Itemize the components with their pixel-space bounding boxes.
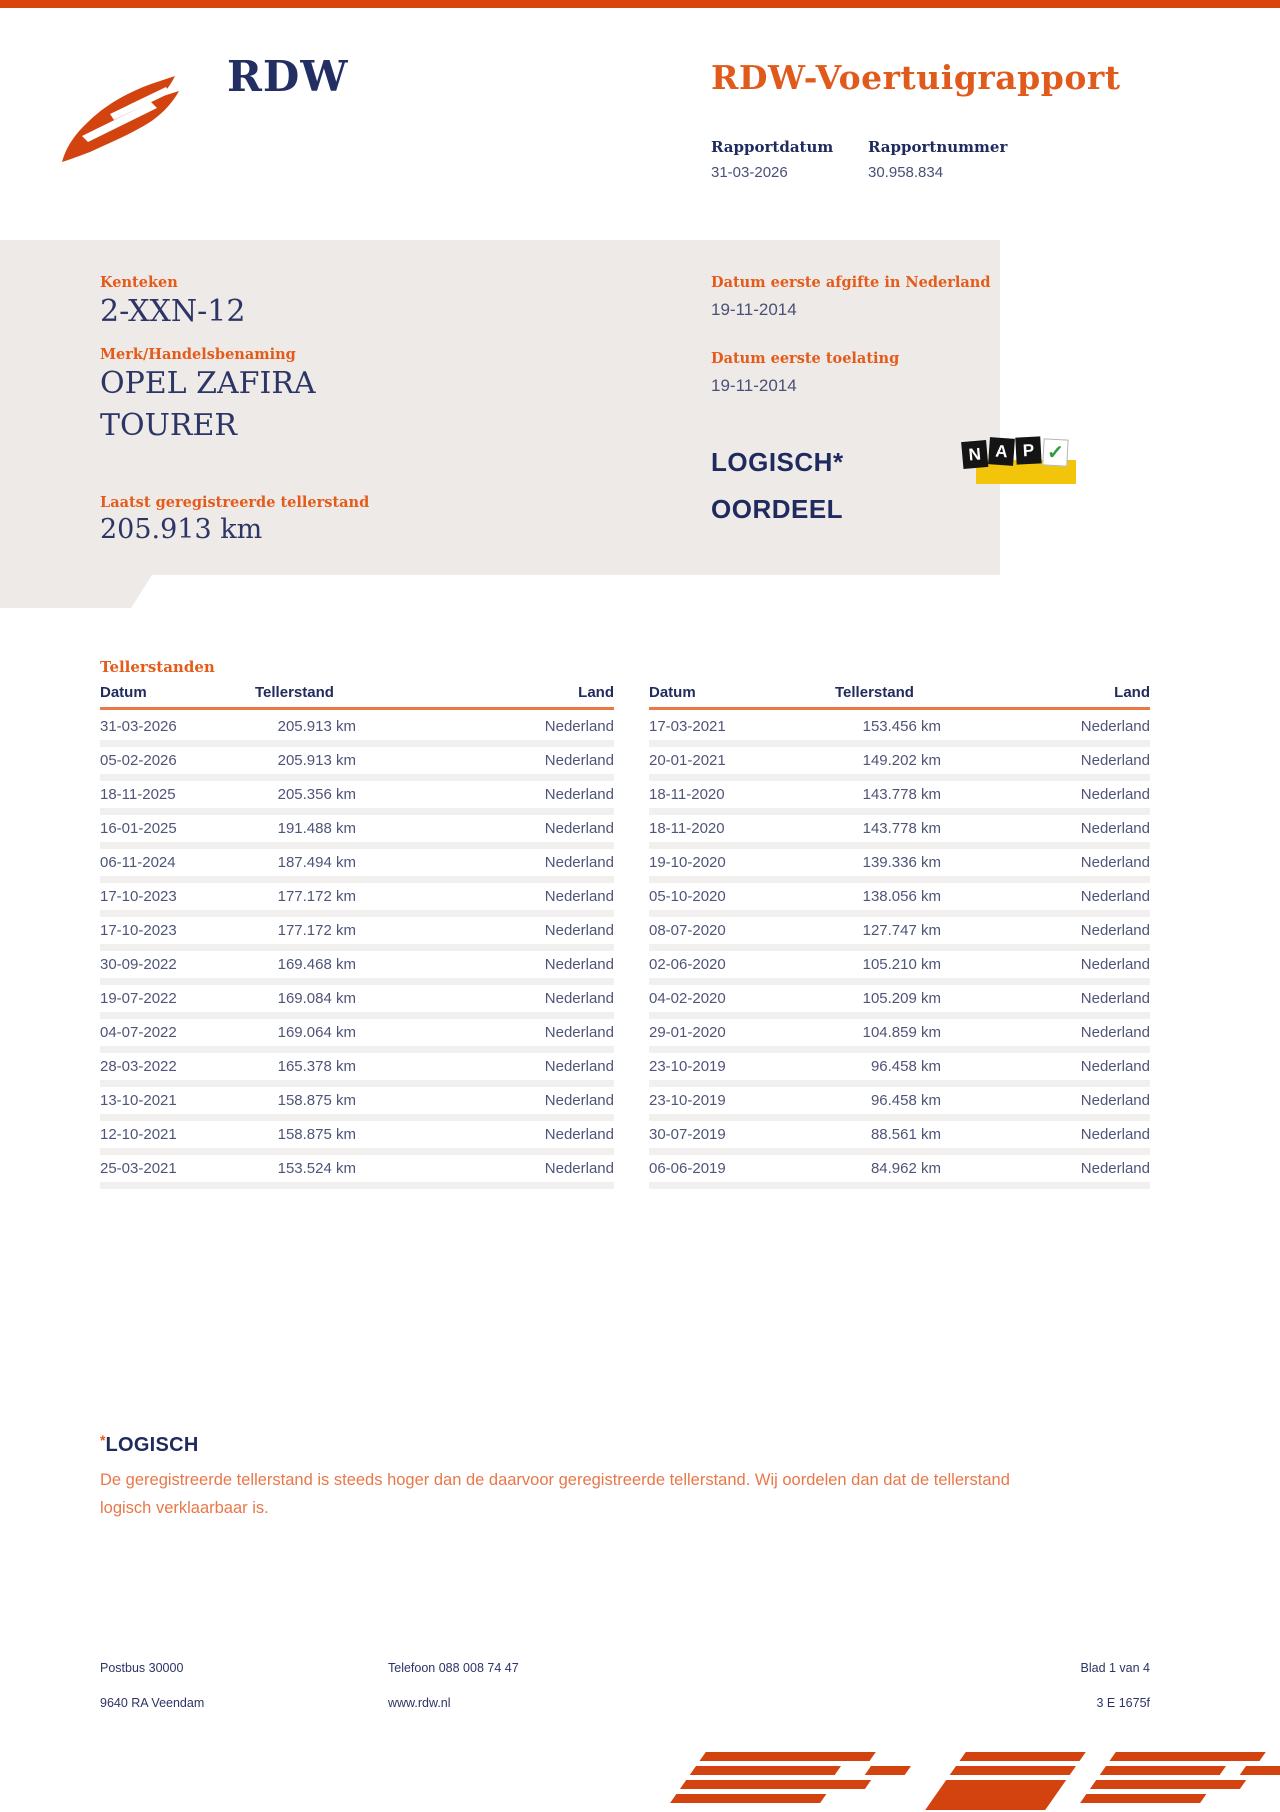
footer-form-code: 3 E 1675f <box>1096 1696 1150 1710</box>
cell-datum: 17-10-2023 <box>100 922 177 939</box>
cell-tellerstand: 153.456 km <box>862 718 941 735</box>
cell-datum: 06-11-2024 <box>100 854 176 871</box>
cell-tellerstand: 205.913 km <box>277 752 356 769</box>
tellerstanden-table-left <box>100 684 614 1189</box>
table-row <box>100 815 614 849</box>
cell-datum: 04-07-2022 <box>100 1024 177 1041</box>
cell-land: Nederland <box>544 1058 614 1075</box>
cell-land: Nederland <box>544 922 614 939</box>
cell-land: Nederland <box>544 820 614 837</box>
table-row <box>100 713 614 747</box>
cell-land: Nederland <box>544 1092 614 1109</box>
merk-label: Merk/Handelsbenaming <box>100 346 296 363</box>
cell-land: Nederland <box>1080 718 1150 735</box>
cell-datum: 30-07-2019 <box>649 1126 726 1143</box>
kenteken-label: Kenteken <box>100 274 178 291</box>
cell-land: Nederland <box>1080 888 1150 905</box>
cell-datum: 31-03-2026 <box>100 718 177 735</box>
cell-datum: 18-11-2020 <box>649 820 725 837</box>
cell-datum: 13-10-2021 <box>100 1092 177 1109</box>
cell-tellerstand: 191.488 km <box>277 820 356 837</box>
cell-datum: 28-03-2022 <box>100 1058 177 1075</box>
cell-datum: 16-01-2025 <box>100 820 177 837</box>
cell-land: Nederland <box>1080 752 1150 769</box>
cell-tellerstand: 138.056 km <box>862 888 941 905</box>
table-row <box>100 883 614 917</box>
report-date-label: Rapportdatum <box>711 138 834 156</box>
table-row <box>649 849 1150 883</box>
table-row <box>100 951 614 985</box>
cell-land: Nederland <box>1080 1126 1150 1143</box>
logisch-title: LOGISCH <box>105 1434 199 1456</box>
footer-page-indicator: Blad 1 van 4 <box>1080 1661 1150 1675</box>
cell-datum: 12-10-2021 <box>100 1126 177 1143</box>
cell-land: Nederland <box>1080 990 1150 1007</box>
cell-datum: 05-10-2020 <box>649 888 726 905</box>
cell-tellerstand: 205.356 km <box>277 786 356 803</box>
column-header-datum: Datum <box>100 684 147 701</box>
cell-tellerstand: 96.458 km <box>870 1058 941 1075</box>
nap-letter-p: P <box>1015 436 1041 464</box>
column-header-tellerstand: Tellerstand <box>255 684 334 701</box>
eerste-toelating-label: Datum eerste toelating <box>711 350 900 367</box>
oordeel-line1: LOGISCH* <box>711 447 844 477</box>
cell-tellerstand: 104.859 km <box>862 1024 941 1041</box>
table-row <box>649 781 1150 815</box>
cell-tellerstand: 153.524 km <box>277 1160 356 1177</box>
cell-tellerstand: 169.064 km <box>277 1024 356 1041</box>
cell-tellerstand: 169.468 km <box>277 956 356 973</box>
table-row <box>100 849 614 883</box>
tellerstanden-section-title: Tellerstanden <box>100 658 215 676</box>
cell-land: Nederland <box>544 786 614 803</box>
nap-letter-n: N <box>961 440 988 469</box>
cell-datum: 20-01-2021 <box>649 752 726 769</box>
cell-tellerstand: 127.747 km <box>862 922 941 939</box>
table-row <box>100 1019 614 1053</box>
cell-land: Nederland <box>1080 1160 1150 1177</box>
logisch-explanation-body: De geregistreerde tellerstand is steeds hoger dan de daarvoor geregistreerde tellerstand. Wij oordelen dan dat de tellerstand logisch verklaarbaar is. <box>100 1471 1010 1517</box>
eerste-toelating-value: 19-11-2014 <box>711 376 797 395</box>
table-row <box>100 1155 614 1189</box>
cell-land: Nederland <box>1080 1092 1150 1109</box>
table-row <box>649 1087 1150 1121</box>
cell-datum: 04-02-2020 <box>649 990 726 1007</box>
footer-address-line2: 9640 RA Veendam <box>100 1696 205 1710</box>
table-body <box>649 713 1150 1189</box>
cell-tellerstand: 149.202 km <box>862 752 941 769</box>
cell-land: Nederland <box>544 854 614 871</box>
nap-logo <box>962 436 1076 490</box>
cell-tellerstand: 105.210 km <box>862 956 941 973</box>
table-row <box>100 747 614 781</box>
kenteken-value: 2-XXN-12 <box>100 294 246 329</box>
column-header-land: Land <box>578 684 614 701</box>
table-row <box>649 917 1150 951</box>
footer-website: www.rdw.nl <box>388 1696 451 1710</box>
column-header-land: Land <box>1114 684 1150 701</box>
cell-land: Nederland <box>544 718 614 735</box>
cell-tellerstand: 165.378 km <box>277 1058 356 1075</box>
cell-land: Nederland <box>1080 922 1150 939</box>
table-row <box>100 1087 614 1121</box>
table-row <box>649 1155 1150 1189</box>
table-row <box>649 883 1150 917</box>
table-row <box>649 1019 1150 1053</box>
table-row <box>649 1053 1150 1087</box>
cell-datum: 23-10-2019 <box>649 1058 726 1075</box>
cell-land: Nederland <box>1080 854 1150 871</box>
cell-land: Nederland <box>544 1024 614 1041</box>
cell-datum: 17-03-2021 <box>649 718 726 735</box>
eerste-afgifte-label: Datum eerste afgifte in Nederland <box>711 274 991 291</box>
table-row <box>649 951 1150 985</box>
cell-datum: 18-11-2025 <box>100 786 176 803</box>
report-date-value: 31-03-2026 <box>711 164 788 181</box>
cell-land: Nederland <box>1080 1058 1150 1075</box>
table-header <box>100 684 614 710</box>
cell-datum: 30-09-2022 <box>100 956 177 973</box>
cell-tellerstand: 187.494 km <box>277 854 356 871</box>
cell-land: Nederland <box>544 888 614 905</box>
column-header-datum: Datum <box>649 684 696 701</box>
column-header-tellerstand: Tellerstand <box>835 684 914 701</box>
cell-land: Nederland <box>544 1160 614 1177</box>
footer-address-line1: Postbus 30000 <box>100 1661 184 1675</box>
table-row <box>649 1121 1150 1155</box>
cell-tellerstand: 84.962 km <box>870 1160 941 1177</box>
cell-land: Nederland <box>1080 820 1150 837</box>
cell-land: Nederland <box>544 1126 614 1143</box>
rdw-logo-icon <box>54 72 206 166</box>
cell-tellerstand: 88.561 km <box>870 1126 941 1143</box>
table-header <box>649 684 1150 710</box>
top-accent-bar <box>0 0 1280 8</box>
table-body <box>100 713 614 1189</box>
laatste-tellerstand-value: 205.913 km <box>100 514 263 545</box>
merk-value-line1: OPEL ZAFIRA <box>100 366 316 401</box>
cell-land: Nederland <box>544 752 614 769</box>
table-row <box>649 815 1150 849</box>
oordeel-line2: OORDEEL <box>711 494 844 524</box>
tellerstanden-table-right <box>649 684 1150 1189</box>
cell-land: Nederland <box>544 990 614 1007</box>
cell-datum: 29-01-2020 <box>649 1024 726 1041</box>
cell-land: Nederland <box>1080 786 1150 803</box>
bottom-stripes-graphic <box>640 1746 1280 1812</box>
logisch-explanation-heading <box>100 1432 199 1457</box>
table-row <box>100 781 614 815</box>
nap-letter-a: A <box>988 437 1015 466</box>
footer-phone: Telefoon 088 008 74 47 <box>388 1661 519 1675</box>
cell-tellerstand: 205.913 km <box>277 718 356 735</box>
cell-datum: 18-11-2020 <box>649 786 725 803</box>
cell-tellerstand: 96.458 km <box>870 1092 941 1109</box>
cell-datum: 06-06-2019 <box>649 1160 726 1177</box>
nap-letter-tiles <box>962 438 1068 465</box>
cell-datum: 17-10-2023 <box>100 888 177 905</box>
report-number-value: 30.958.834 <box>868 164 944 181</box>
nap-checkmark-icon: ✓ <box>1042 438 1068 466</box>
table-row <box>100 1121 614 1155</box>
cell-datum: 02-06-2020 <box>649 956 726 973</box>
cell-land: Nederland <box>544 956 614 973</box>
cell-tellerstand: 139.336 km <box>862 854 941 871</box>
cell-land: Nederland <box>1080 956 1150 973</box>
cell-land: Nederland <box>1080 1024 1150 1041</box>
cell-tellerstand: 158.875 km <box>277 1092 356 1109</box>
table-row <box>100 1053 614 1087</box>
laatste-tellerstand-label: Laatst geregistreerde tellerstand <box>100 494 370 511</box>
table-row <box>100 985 614 1019</box>
merk-value-line2: TOURER <box>100 408 237 443</box>
cell-tellerstand: 158.875 km <box>277 1126 356 1143</box>
cell-datum: 19-10-2020 <box>649 854 726 871</box>
table-row <box>649 713 1150 747</box>
cell-datum: 19-07-2022 <box>100 990 177 1007</box>
rdw-logotype: RDW <box>227 52 349 101</box>
asterisk-marker: * <box>100 1432 106 1448</box>
cell-tellerstand: 177.172 km <box>277 922 356 939</box>
cell-tellerstand: 169.084 km <box>277 990 356 1007</box>
cell-datum: 23-10-2019 <box>649 1092 726 1109</box>
cell-datum: 25-03-2021 <box>100 1160 177 1177</box>
cell-datum: 05-02-2026 <box>100 752 177 769</box>
cell-tellerstand: 143.778 km <box>862 820 941 837</box>
table-row <box>649 985 1150 1019</box>
eerste-afgifte-value: 19-11-2014 <box>711 300 797 319</box>
document-title: RDW-Voertuigrapport <box>711 58 1121 97</box>
table-row <box>649 747 1150 781</box>
cell-tellerstand: 143.778 km <box>862 786 941 803</box>
cell-tellerstand: 177.172 km <box>277 888 356 905</box>
cell-tellerstand: 105.209 km <box>862 990 941 1007</box>
report-number-label: Rapportnummer <box>868 138 1008 156</box>
cell-datum: 08-07-2020 <box>649 922 726 939</box>
table-row <box>100 917 614 951</box>
